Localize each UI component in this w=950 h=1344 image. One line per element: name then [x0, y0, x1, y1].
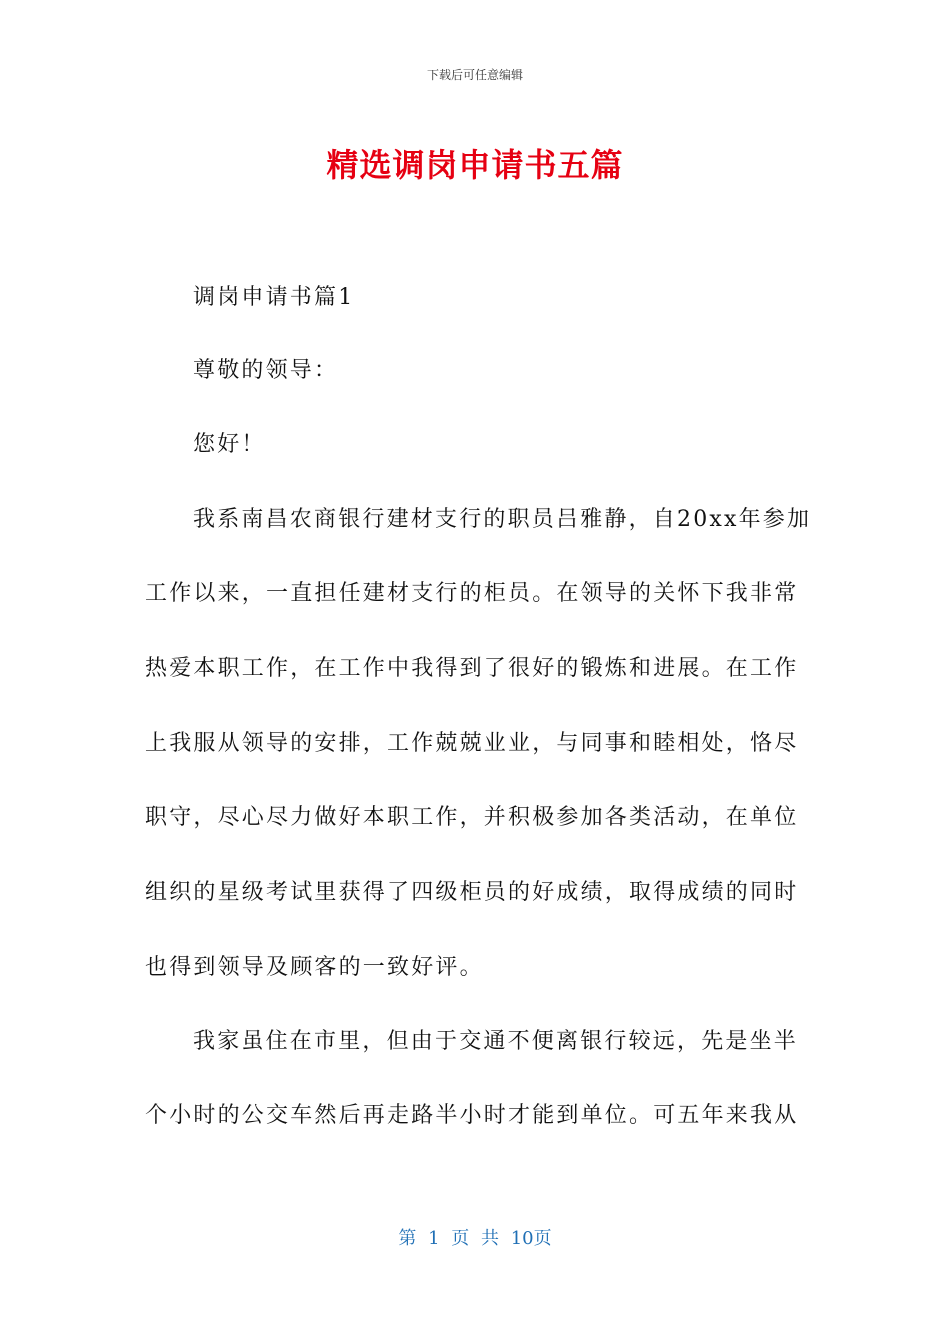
page-number-footer: 第 1 页 共 10页 — [398, 1228, 552, 1249]
paragraph-1-line: 工作以来，一直担任建材支行的柜员。在领导的关怀下我非常 — [145, 581, 799, 606]
paragraph-1-line: 职守，尽心尽力做好本职工作，并积极参加各类活动，在单位 — [145, 805, 799, 830]
greeting: 您好！ — [193, 432, 266, 457]
section-heading: 调岗申请书篇1 — [193, 285, 355, 310]
paragraph-1-line: 我系南昌农商银行建材支行的职员吕雅静，自20xx年参加 — [193, 507, 812, 532]
paragraph-1-line: 热爱本职工作，在工作中我得到了很好的锻炼和进展。在工作 — [145, 656, 799, 681]
paragraph-1-line: 上我服从领导的安排，工作兢兢业业，与同事和睦相处，恪尽 — [145, 731, 799, 756]
paragraph-2-line: 个小时的公交车然后再走路半小时才能到单位。可五年来我从 — [145, 1103, 799, 1128]
document-title: 精选调岗申请书五篇 — [326, 146, 624, 184]
salutation: 尊敬的领导： — [193, 358, 339, 383]
paragraph-1-line: 也得到领导及顾客的一致好评。 — [145, 955, 484, 980]
paragraph-2-line: 我家虽住在市里，但由于交通不便离银行较远，先是坐半 — [193, 1029, 799, 1054]
paragraph-1-line: 组织的星级考试里获得了四级柜员的好成绩，取得成绩的同时 — [145, 880, 799, 905]
download-note: 下载后可任意编辑 — [426, 68, 523, 82]
